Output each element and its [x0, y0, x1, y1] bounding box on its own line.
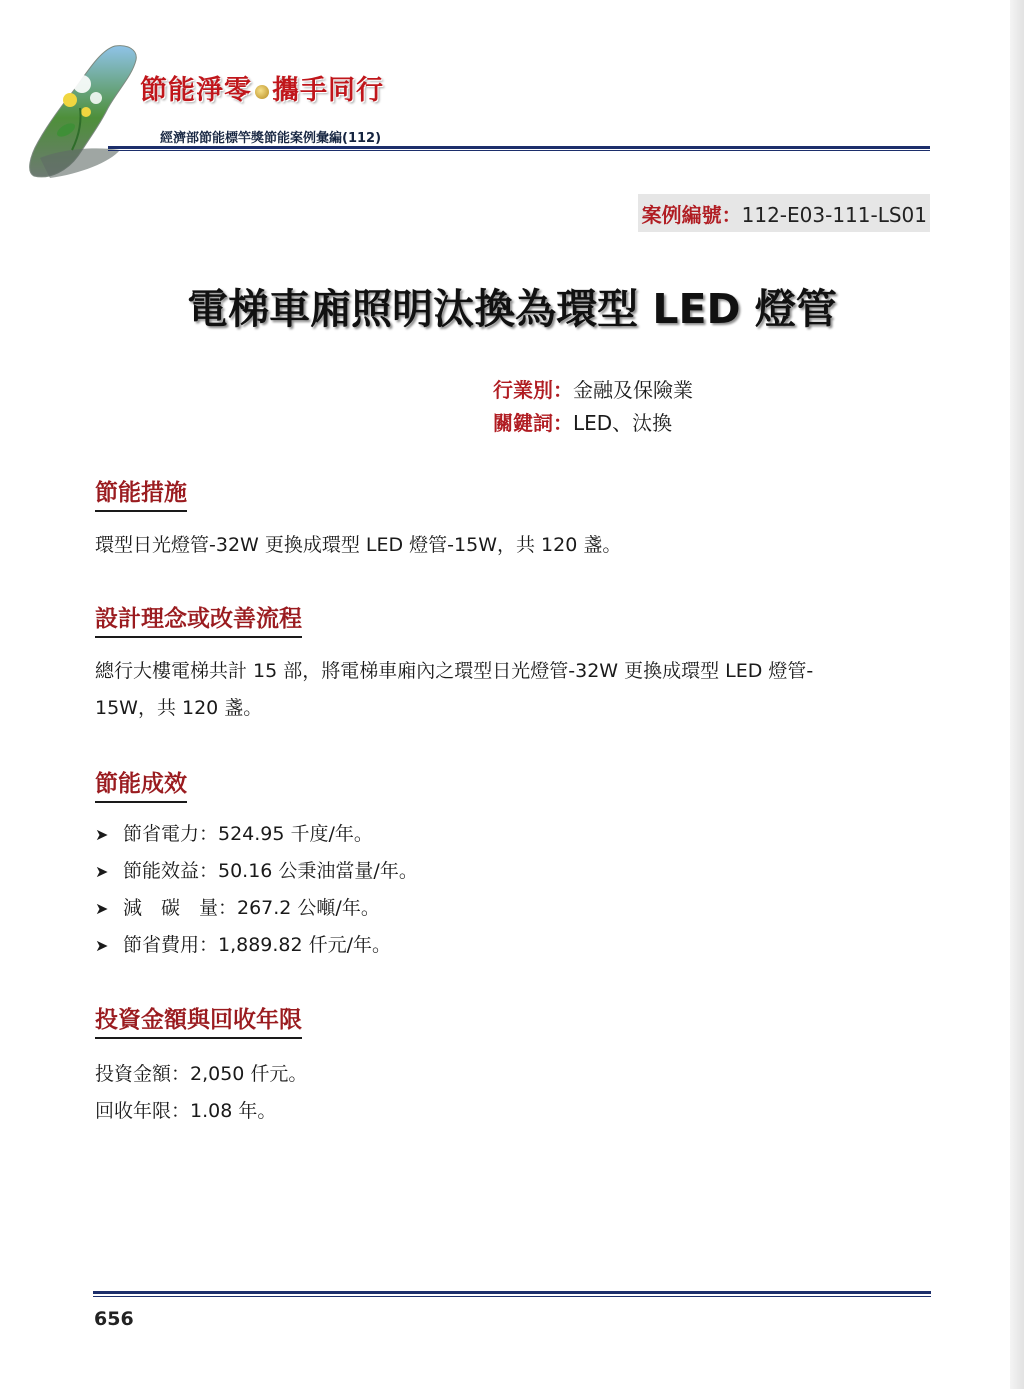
section-heading-design: 設計理念或改善流程 — [95, 600, 302, 638]
result-carbon: 減 碳 量：267.2 公噸/年。 — [123, 897, 380, 919]
payback-period: 回收年限：1.08 年。 — [95, 1100, 277, 1122]
footer-rule — [93, 1291, 931, 1299]
arrow-bullet-icon: ➤ — [95, 862, 109, 881]
keywords-value: LED、汰換 — [573, 411, 673, 435]
list-item — [95, 853, 418, 890]
case-id-value: 112-E03-111-LS01 — [741, 203, 927, 227]
industry-value: 金融及保險業 — [573, 378, 693, 402]
section-heading-measures: 節能措施 — [95, 474, 187, 512]
arrow-bullet-icon: ➤ — [95, 899, 109, 918]
list-item — [95, 816, 418, 853]
series-title: 經濟部節能標竿獎節能案例彙編(112) — [160, 131, 382, 146]
section-heading-results: 節能成效 — [95, 765, 187, 803]
case-id-label: 案例編號： — [641, 203, 742, 227]
section-heading-investment: 投資金額與回收年限 — [95, 1001, 302, 1039]
arrow-bullet-icon: ➤ — [95, 936, 109, 955]
measures-text: 環型日光燈管-32W 更換成環型 LED 燈管-15W，共 120 盞。 — [95, 534, 622, 556]
arrow-bullet-icon: ➤ — [95, 825, 109, 844]
page-edge-shadow — [1010, 0, 1024, 1389]
slogan — [140, 68, 384, 107]
design-text-line-2: 15W，共 120 盞。 — [95, 697, 263, 719]
result-cost: 節省費用：1,889.82 仟元/年。 — [123, 934, 392, 956]
results-list — [95, 816, 418, 964]
taiwan-map-dandelion-logo-icon — [20, 38, 180, 188]
design-text — [95, 653, 931, 727]
slogan-right: 攜手同行 — [272, 75, 384, 106]
header-rule — [108, 146, 930, 152]
flower-dot-icon — [255, 85, 269, 99]
industry-row — [493, 374, 693, 407]
page-title: 電梯車廂照明汰換為環型 LED 燈管 — [187, 285, 837, 333]
list-item — [95, 927, 418, 964]
keywords-label: 關鍵詞： — [493, 411, 573, 435]
case-id-box — [638, 194, 930, 232]
result-energy: 節能效益：50.16 公秉油當量/年。 — [123, 860, 418, 882]
design-text-line-1: 總行大樓電梯共計 15 部，將電梯車廂內之環型日光燈管-32W 更換成環型 LED 燈管- — [95, 660, 814, 682]
investment-text — [95, 1056, 931, 1130]
investment-amount: 投資金額：2,050 仟元。 — [95, 1063, 308, 1085]
slogan-left: 節能淨零 — [140, 75, 252, 106]
industry-label: 行業別： — [493, 378, 573, 402]
case-meta — [493, 374, 693, 440]
page-number: 656 — [94, 1308, 134, 1330]
list-item — [95, 890, 418, 927]
result-electricity: 節省電力：524.95 千度/年。 — [123, 823, 373, 845]
keywords-row — [493, 407, 693, 440]
